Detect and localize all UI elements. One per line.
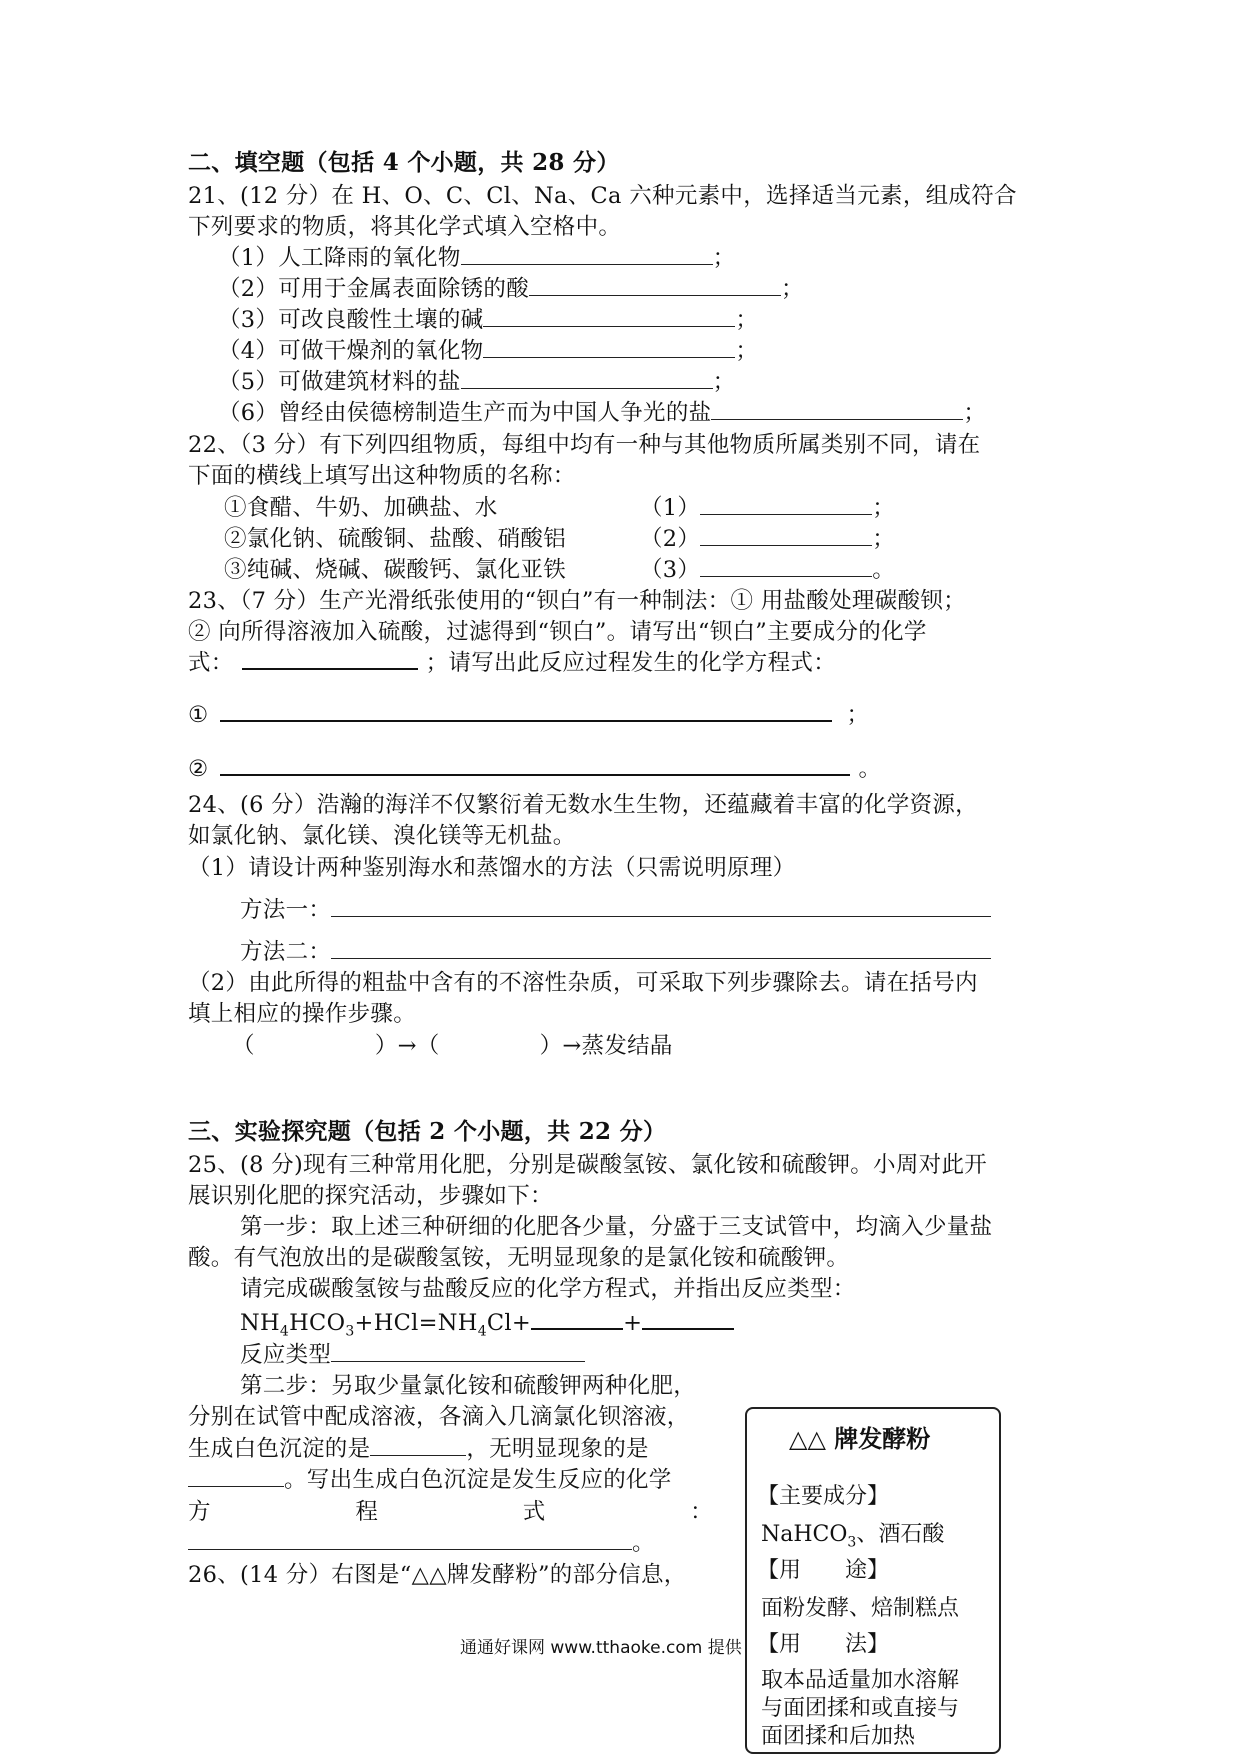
q25-word-fang: 方 (188, 1499, 211, 1525)
q23-equation-1 (188, 698, 869, 730)
q23-stem-line-3 (188, 648, 836, 678)
q26-line-1: 26、(14 分）右图是“△△牌发酵粉”的部分信息， (188, 1562, 687, 1588)
q21-item-6-text: （6）曾经由侯德榜制造生产而为中国人争光的盐 (218, 400, 712, 426)
q25-line-13-end: 。 (632, 1530, 655, 1556)
q25-eq-plus: + (623, 1310, 643, 1336)
baking-powder-label-box (745, 1407, 1001, 1754)
q21-answer-blank-6[interactable] (711, 399, 963, 420)
q23-equation-2 (188, 752, 881, 784)
q21-item-1-end: ； (712, 245, 736, 271)
q25-eq-part-b: HCO (289, 1310, 346, 1336)
q25-reaction-type-blank[interactable] (331, 1341, 585, 1362)
q21-item-3 (218, 305, 758, 335)
q22-answer-1 (640, 493, 895, 523)
q21-answer-blank-3[interactable] (483, 306, 735, 327)
q25-word-cheng: 程 (355, 1499, 379, 1525)
q23-eq1-end: ； (846, 702, 870, 728)
label-use-value: 面粉发酵、焙制糕点 (761, 1596, 960, 1621)
label-box-title: △△ 牌发酵粉 (789, 1424, 931, 1453)
q25-precipitate-blank[interactable] (370, 1435, 466, 1456)
q25-reaction-type (240, 1340, 585, 1370)
q23-stem-line-1: 23、（7 分）生产光滑纸张使用的“钡白”有一种制法：① 用盐酸处理碳酸钡； (188, 588, 966, 614)
q24-steps-open: （ (232, 1033, 255, 1059)
q22-answer-1-num: （1） (640, 495, 701, 521)
label-method-line-2: 与面团揉和或直接与 (761, 1696, 960, 1721)
q24-part-2-line-1: （2）由此所得的粗盐中含有的不溶性杂质，可采取下列步骤除去。请在括号内 (188, 970, 978, 996)
q24-method-2-label: 方法二： (240, 939, 332, 965)
q25-eq-sub-2: 3 (345, 1323, 355, 1340)
q24-method-1-label: 方法一： (240, 897, 332, 923)
q22-answer-2-end: ； (872, 526, 896, 552)
label-ingredient-sub: 3 (847, 1534, 857, 1551)
section-3-heading: 三、实验探究题（包括 2 个小题，共 22 分） (188, 1118, 667, 1145)
q25-line-10-b: ，无明显现象的是 (466, 1436, 649, 1462)
q23-eq1-mark: ① (188, 702, 209, 728)
label-method-heading: 【用 法】 (757, 1632, 890, 1657)
q23-eq2-end: 。 (858, 756, 882, 782)
q22-stem-line-2: 下面的横线上填写出这种物质的名称： (188, 463, 576, 489)
q25-line-10 (188, 1434, 649, 1464)
q21-item-2-text: （2）可用于金属表面除锈的酸 (218, 276, 530, 302)
q25-line-3: 第一步：取上述三种研细的化肥各少量，分盛于三支试管中，均滴入少量盐 (240, 1214, 993, 1240)
q23-equation-prompt: ；请写出此反应过程发生的化学方程式： (425, 650, 837, 676)
q21-stem-line-1: 21、(12 分）在 H、O、C、Cl、Na、Ca 六种元素中，选择适当元素，组成符合 (188, 183, 1017, 209)
q22-answer-3-end: 。 (872, 557, 896, 583)
q21-answer-blank-5[interactable] (461, 368, 713, 389)
q25-line-8: 第二步：另取少量氯化铵和硫酸钾两种化肥， (240, 1373, 697, 1399)
q21-item-3-text: （3）可改良酸性土壤的碱 (218, 307, 484, 333)
q25-product-blank-2[interactable] (642, 1308, 734, 1330)
q25-line-5: 请完成碳酸氢铵与盐酸反应的化学方程式，并指出反应类型： (240, 1276, 856, 1302)
label-ingredient-value (761, 1521, 944, 1556)
q22-answer-blank-2[interactable] (700, 525, 872, 546)
q25-word-shi: 式 (522, 1499, 546, 1525)
label-ingredient-heading: 【主要成分】 (757, 1484, 890, 1509)
q23-stem-line-2: ② 向所得溶液加入硫酸，过滤得到“钡白”。请写出“钡白”主要成分的化学 (188, 619, 927, 645)
q21-item-1 (218, 243, 735, 273)
q23-formula-blank[interactable] (242, 648, 418, 670)
q22-group-2: ②氯化钠、硫酸铜、盐酸、硝酸铝 (224, 526, 567, 552)
q25-line-12 (188, 1497, 713, 1527)
q21-item-6 (218, 398, 986, 428)
label-method-line-3: 面团揉和后加热 (761, 1724, 916, 1749)
q25-eq-part-c: +HCl=NH (354, 1310, 478, 1336)
q22-answer-blank-3[interactable] (700, 556, 872, 577)
q25-reaction-type-label: 反应类型 (240, 1342, 332, 1368)
q25-line-11 (188, 1465, 672, 1495)
q22-answer-1-end: ； (872, 495, 896, 521)
q24-steps-mid: ）→（ (374, 1033, 440, 1059)
q25-line-2: 展识别化肥的探究活动，步骤如下： (188, 1183, 553, 1209)
q22-stem-line-1: 22、（3 分）有下列四组物质，每组中均有一种与其他物质所属类别不同，请在 (188, 432, 981, 458)
label-ingredient-rest: 、酒石酸 (856, 1522, 945, 1547)
q22-answer-blank-1[interactable] (700, 494, 872, 515)
q21-item-5-text: （5）可做建筑材料的盐 (218, 369, 461, 395)
q25-line-9: 分别在试管中配成溶液，各滴入几滴氯化钡溶液， (188, 1404, 690, 1430)
q24-stem-line-2: 如氯化钠、氯化镁、溴化镁等无机盐。 (188, 823, 576, 849)
q21-item-5-end: ； (712, 369, 736, 395)
q25-line-10-a: 生成白色沉淀的是 (188, 1436, 371, 1462)
q25-word-colon: ： (690, 1499, 713, 1525)
q21-item-2 (218, 274, 804, 304)
q21-item-4 (218, 336, 758, 366)
footer-source: 通通好课网 www.tthaoke.com 提供 (460, 1638, 742, 1658)
q23-formula-label: 式： (188, 650, 234, 676)
label-use-heading: 【用 途】 (757, 1558, 890, 1583)
label-method-line-1: 取本品适量加水溶解 (761, 1668, 960, 1693)
q25-eq-part-a: NH (240, 1310, 280, 1336)
q21-answer-blank-1[interactable] (461, 244, 713, 265)
q21-item-1-text: （1）人工降雨的氧化物 (218, 245, 461, 271)
q23-eq2-mark: ② (188, 756, 209, 782)
q21-item-2-end: ； (781, 276, 804, 302)
q21-answer-blank-2[interactable] (529, 275, 781, 296)
q22-answer-3-num: （3） (640, 557, 701, 583)
q24-part-2-line-2: 填上相应的操作步骤。 (188, 1001, 417, 1027)
q25-line-1: 25、(8 分)现有三种常用化肥，分别是碳酸氢铵、氯化铵和硫酸钾。小周对此开 (188, 1152, 988, 1178)
q21-item-4-end: ； (735, 338, 759, 364)
q25-equation-blank[interactable] (188, 1529, 632, 1550)
q24-stem-line-1: 24、(6 分）浩瀚的海洋不仅繁衍着无数水生生物，还蕴藏着丰富的化学资源， (188, 792, 978, 818)
q21-item-6-end: ； (963, 400, 987, 426)
section-2-heading: 二、填空题（包括 4 个小题，共 28 分） (188, 149, 620, 176)
q24-method-1-blank[interactable] (331, 896, 991, 917)
q21-answer-blank-4[interactable] (483, 337, 735, 358)
q22-group-1: ①食醋、牛奶、加碘盐、水 (224, 495, 498, 521)
q24-part-1: （1）请设计两种鉴别海水和蒸馏水的方法（只需说明原理） (188, 855, 796, 881)
q21-item-3-end: ； (735, 307, 759, 333)
q23-equation-blank-2[interactable] (220, 752, 850, 776)
q21-item-5 (218, 367, 735, 397)
q24-steps (232, 1031, 673, 1061)
q21-item-4-text: （4）可做干燥剂的氧化物 (218, 338, 484, 364)
q25-eq-part-d: Cl+ (486, 1310, 532, 1336)
q25-line-4: 酸。有气泡放出的是碳酸氢铵，无明显现象的是氯化铵和硫酸钾。 (188, 1245, 850, 1271)
q25-eq-sub-3: 4 (477, 1323, 487, 1340)
q25-product-blank-1[interactable] (531, 1308, 623, 1330)
q22-group-3: ③纯碱、烧碱、碳酸钙、氯化亚铁 (224, 557, 567, 583)
q25-eq-sub-1: 4 (279, 1323, 290, 1340)
q22-answer-2-num: （2） (640, 526, 701, 552)
q25-line-11-text: 。写出生成白色沉淀是发生反应的化学 (284, 1467, 672, 1493)
label-ingredient-formula: NaHCO (761, 1522, 848, 1547)
q25-line-13 (188, 1528, 655, 1558)
q24-steps-end: ）→蒸发结晶 (539, 1033, 673, 1059)
q24-method-2-blank[interactable] (331, 938, 991, 959)
q25-no-change-blank[interactable] (188, 1466, 284, 1487)
q21-stem-line-2: 下列要求的物质，将其化学式填入空格中。 (188, 214, 622, 240)
q22-answer-3 (640, 555, 895, 585)
q24-method-1 (240, 895, 991, 925)
q23-equation-blank-1[interactable] (220, 698, 832, 722)
q22-answer-2 (640, 524, 895, 554)
q24-method-2 (240, 937, 991, 967)
